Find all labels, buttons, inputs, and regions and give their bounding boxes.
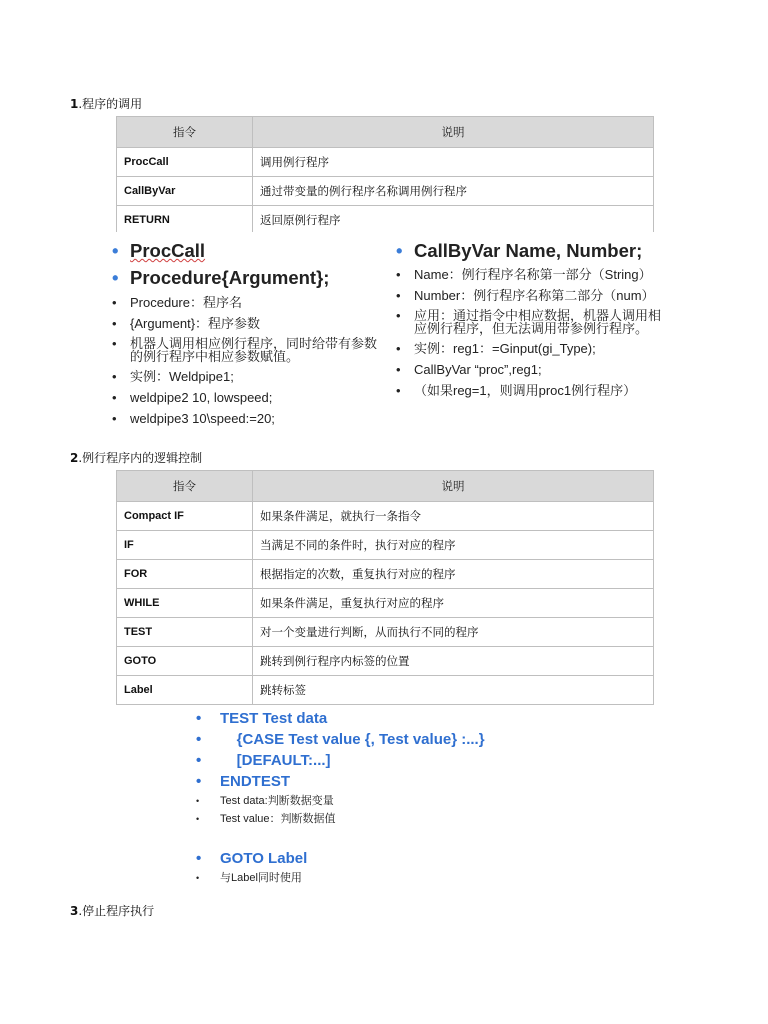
slide1-right-small-item: • 实例：reg1：=Ginput(gi_Type); <box>396 341 666 356</box>
table-header-desc: 说明 <box>253 471 654 502</box>
slide1-right-small-item: • CallByVar “proc”,reg1; <box>396 362 666 377</box>
slide2-test-block <box>196 708 616 887</box>
table-cell-desc: 调用例行程序 <box>253 148 654 177</box>
table-header-cmd: 指令 <box>117 471 253 502</box>
section-2-number: 2 <box>70 451 79 465</box>
table-cell-cmd: FOR <box>117 560 253 589</box>
section-1-heading <box>70 95 142 112</box>
slide1-left-small-item: • weldpipe2 10, lowspeed; <box>112 390 387 405</box>
table-row <box>117 177 654 206</box>
table-header-cmd: 指令 <box>117 117 253 148</box>
table-cell-cmd: Compact IF <box>117 502 253 531</box>
section-1-number: 1 <box>70 97 79 111</box>
procedure-call-table-wrapper <box>116 116 654 232</box>
table-cell-cmd: CallByVar <box>117 177 253 206</box>
slide2-small-item: • Test data:判断数据变量 <box>196 792 616 810</box>
slide1-left-small-item: • {Argument}：程序参数 <box>112 316 387 331</box>
table-row <box>117 589 654 618</box>
logic-control-table <box>116 470 654 705</box>
slide1-right-small-item: • 应用：通过指令中相应数据，机器人调用相应例行程序，但无法调用带参例行程序。 <box>396 309 666 335</box>
table-cell-cmd: WHILE <box>117 589 253 618</box>
section-3-heading <box>70 902 154 919</box>
table-row <box>117 148 654 177</box>
table-cell-desc: 通过带变量的例行程序名称调用例行程序 <box>253 177 654 206</box>
section-2-heading <box>70 449 202 466</box>
table-cell-desc: 根据指定的次数，重复执行对应的程序 <box>253 560 654 589</box>
table-cell-desc: 如果条件满足，重复执行对应的程序 <box>253 589 654 618</box>
slide1-left-small-item: • weldpipe3 10\speed:=20; <box>112 411 387 426</box>
section-3-number: 3 <box>70 904 79 918</box>
slide2-big-item: • ENDTEST <box>196 771 616 792</box>
table-header-desc: 说明 <box>253 117 654 148</box>
table-cell-desc: 如果条件满足，就执行一条指令 <box>253 502 654 531</box>
section-3-title: .停止程序执行 <box>78 904 155 918</box>
slide2-goto-small-item: • 与Label同时使用 <box>196 869 616 887</box>
slide1-left-small-item: • 实例：Weldpipe1; <box>112 369 387 384</box>
section-2-title: .例行程序内的逻辑控制 <box>78 451 203 465</box>
slide1-right-big-item: • CallByVar Name, Number; <box>396 237 666 264</box>
slide1-left-big-item: • Procedure{Argument}; <box>112 264 387 291</box>
slide1-left-small-item: • Procedure：程序名 <box>112 295 387 310</box>
table-row <box>117 647 654 676</box>
table-row <box>117 531 654 560</box>
table-row <box>117 502 654 531</box>
table-cell-desc: 当满足不同的条件时，执行对应的程序 <box>253 531 654 560</box>
slide1-left-small-item: • 机器人调用相应例行程序，同时给带有参数的例行程序中相应参数赋值。 <box>112 337 387 363</box>
table-cell-desc: 跳转到例行程序内标签的位置 <box>253 647 654 676</box>
slide1-right-small-item: • （如果reg=1，则调用proc1例行程序） <box>396 383 666 398</box>
table-row <box>117 206 654 233</box>
section-1-title: .程序的调用 <box>78 97 143 111</box>
slide1-left-big-item: • ProcCall <box>112 237 387 264</box>
slide1-right-column <box>396 237 666 404</box>
table-cell-desc: 返回原例行程序 <box>253 206 654 233</box>
table-cell-cmd: IF <box>117 531 253 560</box>
procedure-call-table <box>116 116 654 232</box>
table-row <box>117 618 654 647</box>
slide2-big-item: • {CASE Test value {, Test value} :...} <box>196 729 616 750</box>
table-cell-cmd: GOTO <box>117 647 253 676</box>
slide2-big-item: • [DEFAULT:...] <box>196 750 616 771</box>
slide2-big-item: • TEST Test data <box>196 708 616 729</box>
table-row <box>117 676 654 705</box>
slide2-small-item: • Test value：判断数据值 <box>196 810 616 828</box>
slide1-right-small-item: • Number：例行程序名称第二部分（num） <box>396 288 666 303</box>
table-cell-cmd: Label <box>117 676 253 705</box>
table-cell-desc: 跳转标签 <box>253 676 654 705</box>
table-cell-cmd: ProcCall <box>117 148 253 177</box>
table-row <box>117 560 654 589</box>
table-cell-cmd: TEST <box>117 618 253 647</box>
table-cell-desc: 对一个变量进行判断，从而执行不同的程序 <box>253 618 654 647</box>
slide1-left-column <box>112 237 387 432</box>
slide2-goto-item: • GOTO Label <box>196 848 616 869</box>
slide1-right-small-item: • Name：例行程序名称第一部分（String） <box>396 267 666 282</box>
table-cell-cmd: RETURN <box>117 206 253 233</box>
